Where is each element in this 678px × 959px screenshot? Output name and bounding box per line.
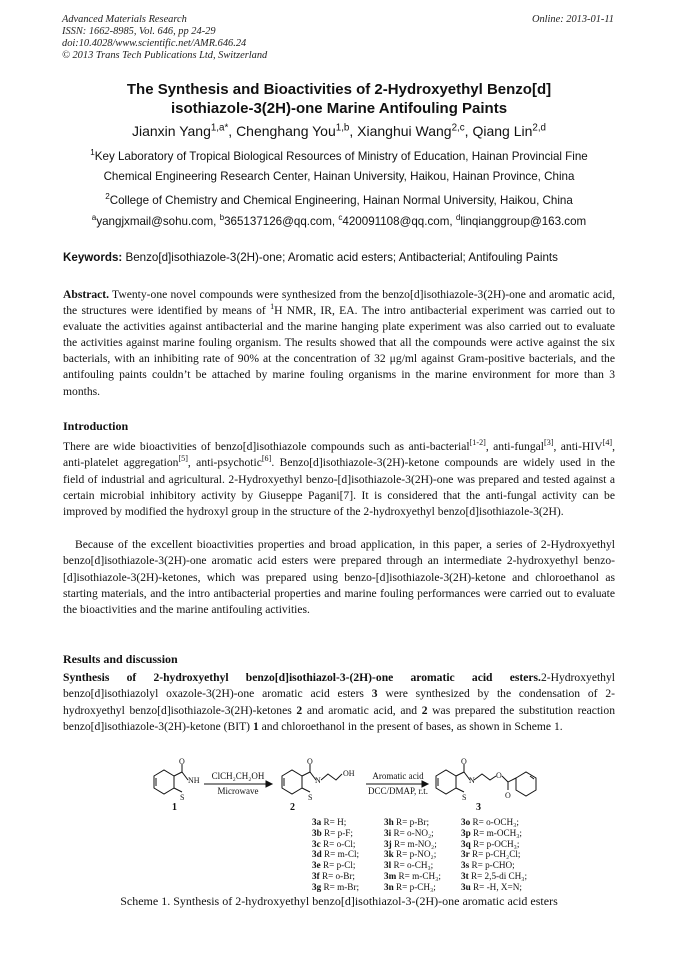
substituent-item [461, 828, 527, 839]
affiliation-1 [60, 147, 618, 187]
author-1: Jianxin Yang [131, 123, 211, 139]
substituent-r: R= -H, X=N; [470, 881, 522, 892]
substituent-id: 3b [312, 827, 322, 838]
substituent-item [312, 882, 359, 893]
results-heading: Results and discussion [63, 652, 178, 666]
ring-3-c-s [456, 788, 464, 792]
substituent-r: R= p-Cl; [320, 860, 356, 871]
intro-text-c: , anti-HIV [553, 440, 603, 453]
results-text-d: was prepared the substitution reaction benzo[d]isothiazole-3(2H)-ketone (BIT) [63, 703, 615, 733]
substituent-r: R= o-OCH₃; [470, 817, 519, 827]
reagent-2-bottom: DCC/DMAP, r.t. [367, 786, 429, 796]
author-3-marks: 2,c [451, 122, 465, 134]
substituent-id: 3f [312, 870, 320, 881]
ref-6: [6] [261, 454, 272, 464]
substituent-r: R= m-OCH₃; [470, 827, 522, 838]
author-1-marks: 1,a* [210, 122, 229, 134]
intro-text-b: , anti-fungal [485, 440, 544, 453]
issn-line: ISSN: 1662-8985, Vol. 646, pp 24-29 [62, 26, 216, 37]
compound-label-2: 2 [290, 802, 295, 813]
email-c: 420091108@qq.com, [342, 215, 456, 228]
ring-3-carbonyl-c [456, 772, 464, 776]
substituent-id: 3c [312, 838, 321, 849]
substituent-id: 3n [384, 881, 394, 892]
title-line-1: The Synthesis and Bioactivities of 2-Hydroxyethyl Benzo[d] [126, 81, 552, 98]
results-text-e: and chloroethanol in the present of bases, as shown in Scheme 1. [258, 719, 563, 733]
ref-5: [5] [178, 454, 188, 464]
compound-ref-3: 3 [371, 687, 378, 701]
keywords-text: Benzo[d]isothiazole-3(2H)-one; Aromatic acid esters; Antibacterial; Antifouling Paints [122, 251, 558, 264]
reagent-1-bottom: Microwave [217, 786, 259, 796]
author-2-marks: 1,b [335, 122, 350, 134]
ring-2-c-s [302, 788, 310, 792]
atom-s-1: S [180, 793, 185, 802]
email-a: yangjxmail@sohu.com, [96, 215, 220, 228]
email-b-mark: b [219, 213, 225, 223]
benzene-ring-2 [282, 770, 302, 794]
compound-label-1: 1 [172, 802, 177, 813]
abstract-text-2: H NMR, IR, EA. The intro antibacterial experiment was carried out to evaluate the activities against antibacterial and the marine hanging plate experiment was also carried out to evaluate the activities against marine fouling organism. The results showed that all the compounds were active against the six bacterials, with an inhibiting rate of 90% at the concentration of 32 μg/ml against Gram-positive bacterials, and the antifouling paints couldn’t be attached by marine fouling organisms in the marine environment for more than 3 months. [63, 304, 615, 398]
substituent-id: 3a [312, 817, 322, 827]
substituent-id: 3u [461, 881, 471, 892]
reagent-1-top: ClCH₂CH₂OH [211, 771, 265, 781]
paper-title [60, 80, 618, 118]
intro-text-a: There are wide bioactivities of benzo[d]isothiazole compounds such as anti-bacterial [63, 440, 470, 453]
author-3: , Xianghui Wang [349, 123, 452, 139]
author-4: , Qiang Lin [464, 123, 533, 139]
scheme-caption: Scheme 1. Synthesis of 2-hydroxyethyl benzo[d]isothiazol-3-(2H)-one aromatic acid esters [120, 894, 558, 908]
substituent-item [461, 817, 527, 828]
atom-o-carbonyl: O [505, 791, 511, 800]
substituent-column-2 [384, 817, 441, 893]
affiliation-2-mark: 2 [105, 192, 110, 202]
atom-o-ester: O [496, 771, 502, 780]
email-list [60, 212, 618, 232]
ring-1-c-s [174, 788, 182, 792]
substituent-item [461, 882, 527, 893]
compound-1-structure [154, 764, 188, 794]
hydroxyethyl-chain-2 [321, 774, 342, 780]
email-a-mark: a [91, 213, 97, 223]
affiliation-2-text: College of Chemistry and Chemical Engineering, Hainan Normal University, Haikou, China [109, 194, 573, 207]
substituent-column-1 [312, 817, 359, 893]
substituent-r: R= p-Br; [393, 817, 430, 827]
substituent-item [461, 860, 527, 871]
ethyl-linker-3 [474, 774, 496, 780]
doi-line: doi:10.4028/www.scientific.net/AMR.646.24 [62, 38, 247, 49]
atom-o-2: O [307, 758, 313, 766]
substituent-item [384, 882, 441, 893]
email-c-mark: c [338, 213, 343, 223]
compound-3-structure [436, 764, 536, 796]
substituent-item [384, 839, 441, 850]
ref-3: [3] [544, 438, 554, 448]
substituent-id: 3d [312, 849, 322, 860]
affiliation-2 [60, 191, 618, 211]
substituent-id: 3e [312, 860, 321, 871]
ring-2-carbonyl-c [302, 772, 310, 776]
substituent-r: R= o-Br; [319, 870, 355, 881]
substituent-id: 3s [461, 860, 470, 871]
compound-2-structure [282, 764, 342, 794]
substituent-item [384, 828, 441, 839]
substituent-item [312, 871, 359, 882]
substituent-item [384, 860, 441, 871]
substituent-id: 3q [461, 838, 471, 849]
results-text-c: and aromatic acid, and [302, 703, 422, 717]
substituent-r: R= m-Br; [321, 881, 360, 892]
substituent-column-3 [461, 817, 527, 893]
atom-n-2: N [315, 776, 321, 785]
substituent-r: R= H; [321, 817, 347, 827]
substituent-id: 3t [461, 870, 469, 881]
abstract-sup: 1 [270, 302, 275, 312]
atom-o-3: O [461, 758, 467, 766]
compound-ref-2b: 2 [421, 703, 428, 717]
abstract [63, 287, 615, 400]
journal-name: Advanced Materials Research [62, 14, 187, 25]
substituent-r: R= p-F; [321, 827, 353, 838]
substituent-r: R= m-Cl; [321, 849, 360, 860]
intro-text-f: . Benzo[d]isothiazole-3(2H)-ketone compounds are widely used in the field of industrial and agricultural. 2-Hydroxyethyl benzo-[d]isothiazole-3(2H)-one was prepared and tested against a certain microbial inhibitory activity by Giuseppe Pagani[7]. It is considered that the anti-fungal activity can be improved by modified the hydroxyl group in the structure of the 2-hydroxyethyl benzo[d]isothiazole-3(2H). [63, 456, 615, 519]
substituent-id: 3l [384, 860, 392, 871]
substituent-r: R= p-NO₂; [393, 849, 437, 860]
substituent-id: 3h [384, 817, 394, 827]
results-runin-heading: Synthesis of 2-hydroxyethyl benzo[d]isothiazol-3-(2H)-one aromatic acid esters. [63, 671, 541, 684]
substituent-item [384, 849, 441, 860]
author-list [60, 122, 618, 140]
atom-o-1: O [179, 758, 185, 766]
title-line-2: isothiazole-3(2H)-one Marine Antifouling Paints [170, 100, 508, 117]
substituent-item [312, 828, 359, 839]
atom-n-3: N [469, 776, 475, 785]
journal-header [62, 14, 267, 62]
substituent-r: R= p-CH₂Cl; [469, 849, 521, 860]
substituent-id: 3p [461, 827, 471, 838]
ref-4: [4] [602, 438, 613, 448]
intro-text-e: , anti-psychotic [187, 456, 262, 470]
substituent-id: 3r [461, 849, 470, 860]
substituent-item [312, 849, 359, 860]
ring-1-carbonyl-c [174, 772, 182, 776]
substituent-r: R= p-CHO; [469, 860, 515, 871]
benzene-ring-1 [154, 770, 174, 794]
author-4-marks: 2,d [532, 122, 547, 134]
substituent-item [384, 871, 441, 882]
substituent-r: R= o-CH₃; [391, 860, 434, 871]
substituent-id: 3i [384, 827, 392, 838]
substituent-item [461, 839, 527, 850]
introduction-paragraph-2: Because of the excellent bioactivities properties and broad application, in this paper, a series of 2-Hydroxyethyl benzo[d]isothiazole-3(2H)-one aromatic acid esters were prepared through an intermediate 2-hydroxyethyl benzo-[d]isothiazole-3(2H)-ketones, which was prepared using benzo-[d]isothiazole-3(2H)-ketone and chloroethanol as starting materials, and the intro antibacterial properties and marine fouling performances were carried out to evaluate the bioactivities and the marine antifouling activities. [63, 538, 615, 617]
compound-ref-2a: 2 [296, 703, 303, 717]
email-d: linqianggroup@163.com [460, 215, 587, 228]
abstract-text-1: Twenty-one novel compounds were synthesized from the benzo[d]isothiazole-3(2H)-one and aromatic acid, the structures were identified by means of [63, 288, 615, 318]
atom-oh-2: OH [343, 769, 355, 778]
substituent-item [461, 871, 527, 882]
substituent-item [384, 817, 441, 828]
affiliation-1-line-2: Chemical Engineering Research Center, Hainan University, Haikou, Hainan Province, China [103, 170, 575, 183]
abstract-label: Abstract. [63, 288, 110, 301]
atom-s-2: S [308, 793, 313, 802]
copyright-line: © 2013 Trans Tech Publications Ltd, Switzerland [62, 50, 268, 61]
keywords [63, 251, 619, 265]
compound-ref-1: 1 [252, 719, 259, 733]
substituent-id: 3k [384, 849, 394, 860]
keywords-label: Keywords: [63, 251, 123, 264]
ester-group [502, 776, 516, 782]
email-b: 365137126@qq.com, [224, 215, 339, 228]
substituent-id: 3j [384, 838, 392, 849]
results-text-a: 2-Hydroxyethyl benzo[d]isothiazolyl oxazole-3(2H)-one aromatic acid esters [63, 671, 615, 701]
affiliation-1-line-1: Key Laboratory of Tropical Biological Resources of Ministry of Education, Hainan Provincial Fine [94, 150, 588, 163]
atom-s-3: S [462, 793, 467, 802]
email-d-mark: d [455, 213, 461, 223]
substituent-r: R= o-Cl; [320, 838, 356, 849]
substituent-id: 3o [461, 817, 471, 827]
atom-nh-1: NH [188, 776, 200, 785]
substituent-r: R= m-CH₃; [396, 870, 441, 881]
introduction-heading: Introduction [63, 419, 129, 433]
intro-text-d: , anti-platelet aggregation [63, 440, 615, 470]
ref-1-2: [1-2] [469, 438, 486, 448]
compound-label-3: 3 [476, 802, 481, 813]
affiliation-1-mark: 1 [90, 148, 95, 158]
substituent-item [312, 839, 359, 850]
substituent-item [312, 860, 359, 871]
results-text-b: were synthesized by the condensation of 2-hydroxyethyl benzo[d]isothiazole-3(2H)-ketones [63, 687, 615, 717]
substituent-r: R= 2,5-di CH₃; [468, 870, 528, 881]
substituent-id: 3g [312, 881, 322, 892]
substituent-r: R= p-CH₃; [393, 881, 436, 892]
substituent-item [312, 817, 359, 828]
substituent-id: 3m [384, 870, 397, 881]
results-paragraph [63, 670, 615, 735]
benzene-ring-3 [436, 770, 456, 794]
substituent-r: R= p-OCH₃; [470, 838, 520, 849]
benzoyl-ring [516, 772, 536, 796]
author-2: , Chenghang You [228, 123, 336, 139]
introduction-paragraph-1 [63, 439, 615, 520]
substituent-item [461, 849, 527, 860]
substituent-r: R= m-NO₂; [391, 838, 437, 849]
online-date: Online: 2013-01-11 [531, 14, 614, 25]
substituent-r: R= o-NO₂; [391, 827, 434, 838]
reagent-2-top: Aromatic acid [372, 771, 424, 781]
